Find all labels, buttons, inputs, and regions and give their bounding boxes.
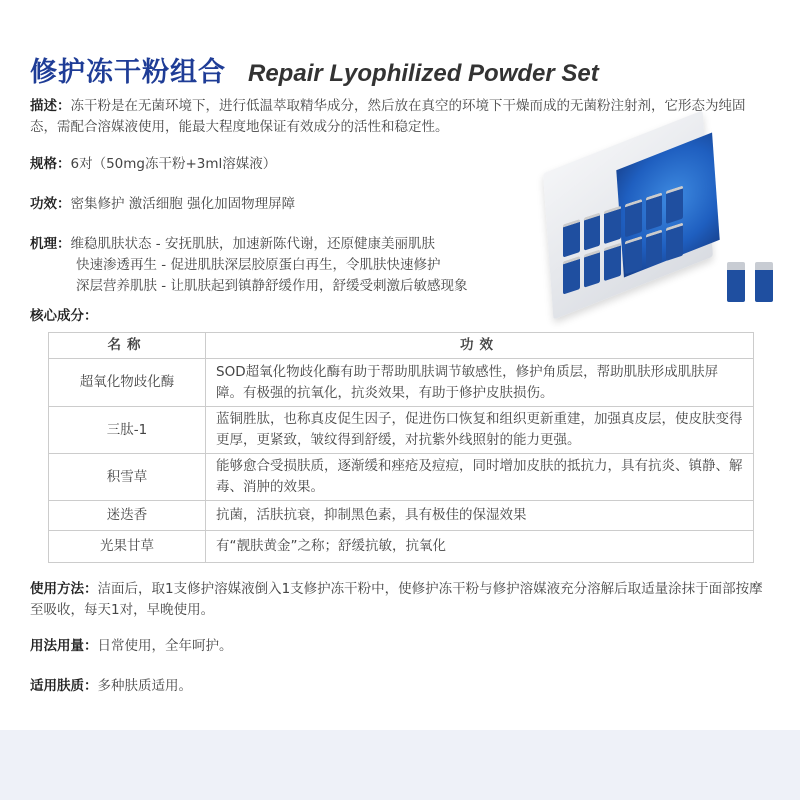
ingredient-effect: 能够愈合受损肤质，逐渐缓和痤疮及痘痘，同时增加皮肤的抵抗力，具有抗炎、镇静、解毒、消肿的效果。: [206, 454, 754, 501]
usage: [30, 579, 770, 621]
page-title: [30, 50, 599, 89]
spec-text: 6对（50mg冻干粉+3ml溶媒液）: [70, 156, 277, 172]
description-text: 冻干粉是在无菌环境下，进行低温萃取精华成分，然后放在真空的环境下干燥而成的无菌粉注射剂，它形态为纯固态，需配合溶媒液使用，能最大程度地保证有效成分的活性和稳定性。: [30, 98, 746, 135]
dosage-label: 用法用量：: [30, 638, 98, 654]
dosage: [30, 636, 233, 657]
table-row: [49, 501, 754, 531]
effect-label: 功效：: [30, 196, 71, 212]
spec: [30, 154, 276, 175]
ingredient-name: 光果甘草: [49, 531, 206, 563]
description-label: 描述：: [30, 98, 71, 114]
mechanism-line: 快速渗透再生 - 促进肌肤深层胶原蛋白再生，令肌肤快速修护: [76, 257, 441, 273]
skin-text: 多种肤质适用。: [97, 678, 192, 694]
effect-text: 密集修护 激活细胞 强化加固物理屏障: [70, 196, 296, 212]
mechanism: [30, 234, 467, 297]
dosage-text: 日常使用，全年呵护。: [97, 638, 233, 654]
spec-label: 规格：: [30, 156, 71, 172]
table-row: [49, 531, 754, 563]
title-en: Repair Lyophilized Powder Set: [248, 60, 599, 87]
skin-label: 适用肤质：: [30, 678, 98, 694]
ingredient-effect: 有“靓肤黄金”之称；舒缓抗敏，抗氧化: [206, 531, 754, 563]
mechanism-line: 维稳肌肤状态 - 安抚肌肤，加速新陈代谢，还原健康美丽肌肤: [70, 236, 435, 252]
ingredient-name: 超氧化物歧化酶: [49, 359, 206, 407]
ingredient-effect: SOD超氧化物歧化酶有助于帮助肌肤调节敏感性，修护角质层，帮助肌肤形成肌肤屏障。有极强的抗氧化，抗炎效果，有助于修护皮肤损伤。: [206, 359, 754, 407]
skin-type: [30, 676, 192, 697]
ingredient-name: 三肽-1: [49, 407, 206, 454]
table-row: [49, 407, 754, 454]
ingredient-effect: 蓝铜胜肽，也称真皮促生因子，促进伤口恢复和组织更新重建，加强真皮层，使皮肤变得更厚，更紧致，皱纹得到舒缓，对抗紫外线照射的能力更强。: [206, 407, 754, 454]
ingredient-effect: 抗菌，活肤抗衰，抑制黑色素，具有极佳的保湿效果: [206, 501, 754, 531]
ingredient-name: 积雪草: [49, 454, 206, 501]
table-row: [49, 454, 754, 501]
table-header: [49, 333, 754, 359]
core-label: 核心成分：: [30, 308, 98, 324]
usage-text: 洁面后，取1支修护溶媒液倒入1支修护冻干粉中，使修护冻干粉与修护溶媒液充分溶解后取适量涂抹于面部按摩至吸收，每天1对，早晚使用。: [30, 581, 763, 618]
title-cn: 修护冻干粉组合: [30, 57, 226, 88]
header-name: 名称: [49, 333, 206, 359]
ingredient-name: 迷迭香: [49, 501, 206, 531]
mechanism-label: 机理：: [30, 236, 71, 252]
effect: [30, 194, 295, 215]
usage-label: 使用方法：: [30, 581, 98, 597]
mechanism-line: 深层营养肌肤 - 让肌肤起到镇静舒缓作用，舒缓受刺激后敏感现象: [76, 278, 468, 294]
table-row: [49, 359, 754, 407]
core-ingredients-label: [30, 306, 98, 327]
ingredients-table: [48, 332, 754, 563]
header-effect: 功效: [206, 333, 754, 359]
